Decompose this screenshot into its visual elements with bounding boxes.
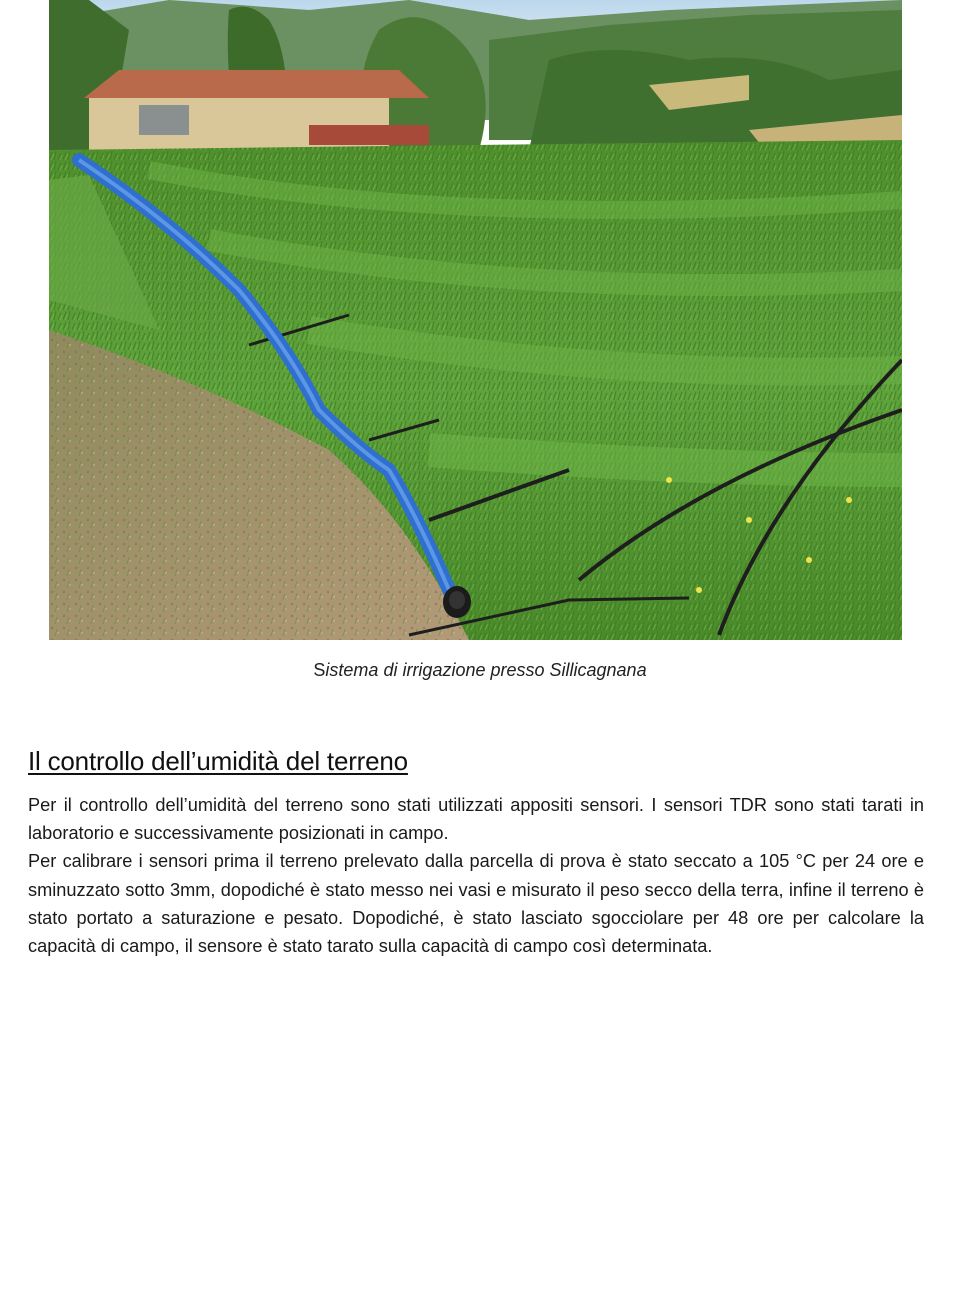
caption-text: istema di irrigazione presso Sillicagnana [325, 660, 647, 680]
section-body [28, 791, 924, 960]
field-irrigation-photo [49, 0, 902, 640]
section-heading: Il controllo dell’umidità del terreno [28, 746, 408, 776]
caption-first-letter: S [313, 660, 326, 680]
figure-caption [0, 660, 960, 681]
paragraph: Per il controllo dell’umidità del terreno sono stati utilizzati appositi sensori. I sensori TDR sono stati tarati in laboratorio e successivamente posizionati in campo. [28, 795, 924, 844]
paragraph: Per calibrare i sensori prima il terreno prelevato dalla parcella di prova è stato seccato a 105 °C per 24 ore e sminuzzato sotto 3mm, dopodiché è stato messo nei vasi e misurato il peso secco della terra, infine il terreno è stato portato a saturazione e pesato. Dopodiché, è stato lasciato sgocciolare per 48 ore per calcolare la capacità di campo, il sensore è stato tarato sulla capacità di campo così determinata. [28, 851, 924, 957]
photo-illustration [49, 0, 902, 640]
